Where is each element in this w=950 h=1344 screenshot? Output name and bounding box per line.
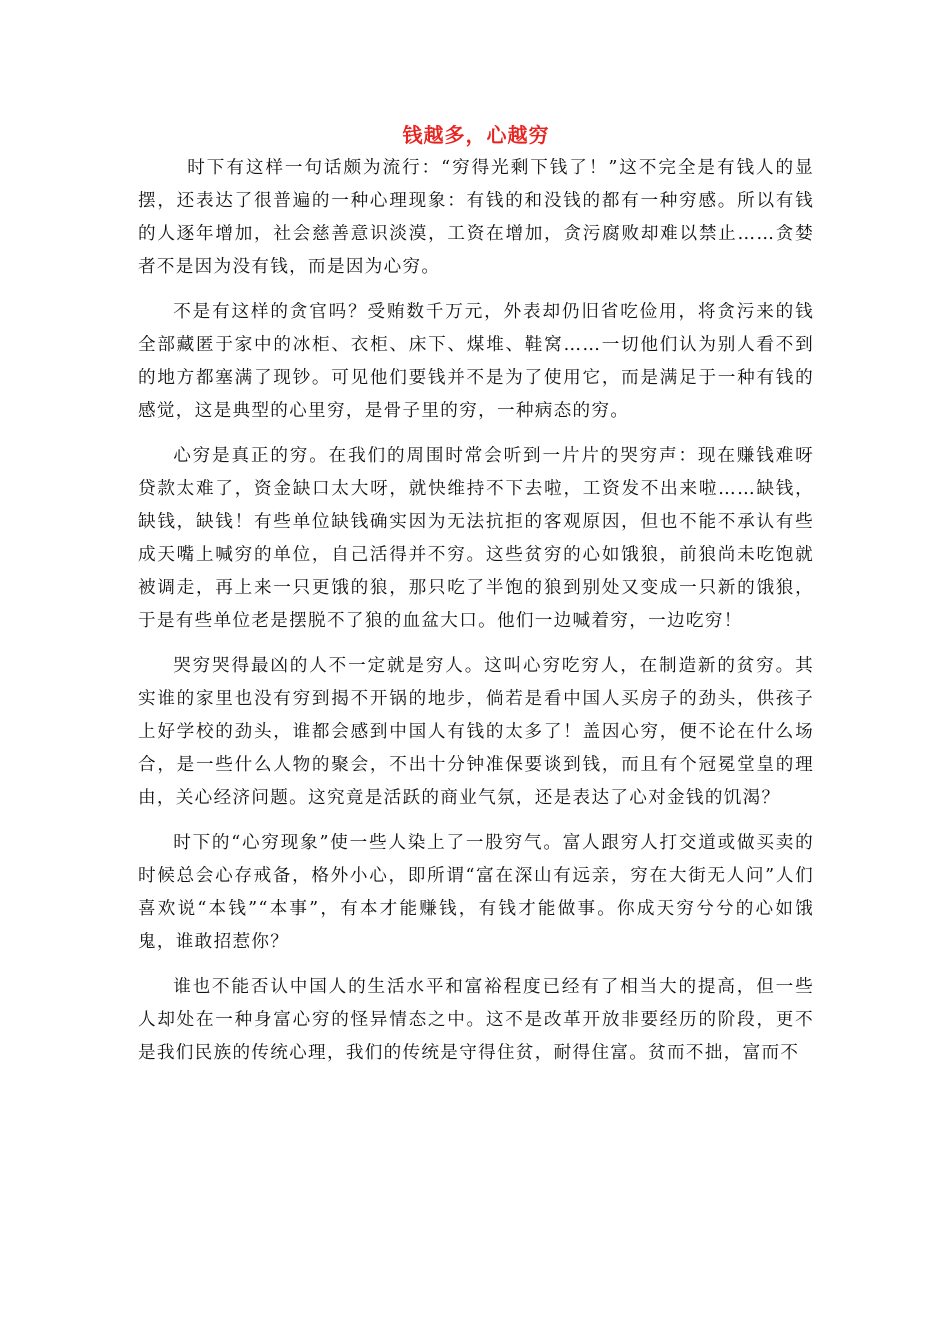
paragraph-6: 谁也不能否认中国人的生活水平和富裕程度已经有了相当大的提高，但一些人却处在一种身富心穷的怪异情态之中。这不是改革开放非要经历的阶段，更不是我们民族的传统心理，我们的传统是守得住贫，耐得住富。贫而不拙，富而不 — [138, 977, 814, 1063]
paragraph-5: 时下的“心穷现象”使一些人染上了一股穷气。富人跟穷人打交道或做买卖的时候总会心存戒备，格外小心，即所谓“富在深山有远亲，穷在大街无人问”人们喜欢说“本钱”“本事”，有本才能赚钱，有钱才能做事。你成天穷兮兮的心如饿鬼，谁敢招惹你？ — [138, 833, 814, 952]
paragraph-3: 心穷是真正的穷。在我们的周围时常会听到一片片的哭穷声：现在赚钱难呀贷款太难了，资金缺口太大呀，就快维持不下去啦，工资发不出来啦……缺钱，缺钱，缺钱！有些单位缺钱确实因为无法抗拒的客观原因，但也不能不承认有些成天嘴上喊穷的单位，自己活得并不穷。这些贫穷的心如饿狼，前狼尚未吃饱就被调走，再上来一只更饿的狼，那只吃了半饱的狼到别处又变成一只新的饿狼，于是有些单位老是摆脱不了狼的血盆大口。他们一边喊着穷，一边吃穷！ — [138, 446, 814, 631]
document-title: 钱越多，心越穷 — [402, 123, 550, 147]
paragraph-2: 不是有这样的贪官吗？受贿数千万元，外表却仍旧省吃俭用，将贪污来的钱全部藏匿于家中的冰柜、衣柜、床下、煤堆、鞋窝……一切他们认为别人看不到的地方都塞满了现钞。可见他们要钱并不是为了使用它，而是满足于一种有钱的感觉，这是典型的心里穷，是骨子里的穷，一种病态的穷。 — [138, 302, 814, 421]
document-page — [138, 118, 814, 1070]
paragraph-1: 时下有这样一句话颇为流行：“穷得光剩下钱了！”这不完全是有钱人的显摆，还表达了很普遍的一种心理现象：有钱的和没钱的都有一种穷感。所以有钱的人逐年增加，社会慈善意识淡漠，工资在增加，贪污腐败却难以禁止……贪婪者不是因为没有钱，而是因为心穷。 — [138, 158, 814, 277]
paragraph-4: 哭穷哭得最凶的人不一定就是穷人。这叫心穷吃穷人，在制造新的贫穷。其实谁的家里也没有穷到揭不开锅的地步，倘若是看中国人买房子的劲头，供孩子上好学校的劲头，谁都会感到中国人有钱的太多了！盖因心穷，便不论在什么场合，是一些什么人物的聚会，不出十分钟准保要谈到钱，而且有个冠冕堂皇的理由，关心经济问题。这究竟是活跃的商业气氛，还是表达了心对金钱的饥渴？ — [138, 656, 814, 808]
